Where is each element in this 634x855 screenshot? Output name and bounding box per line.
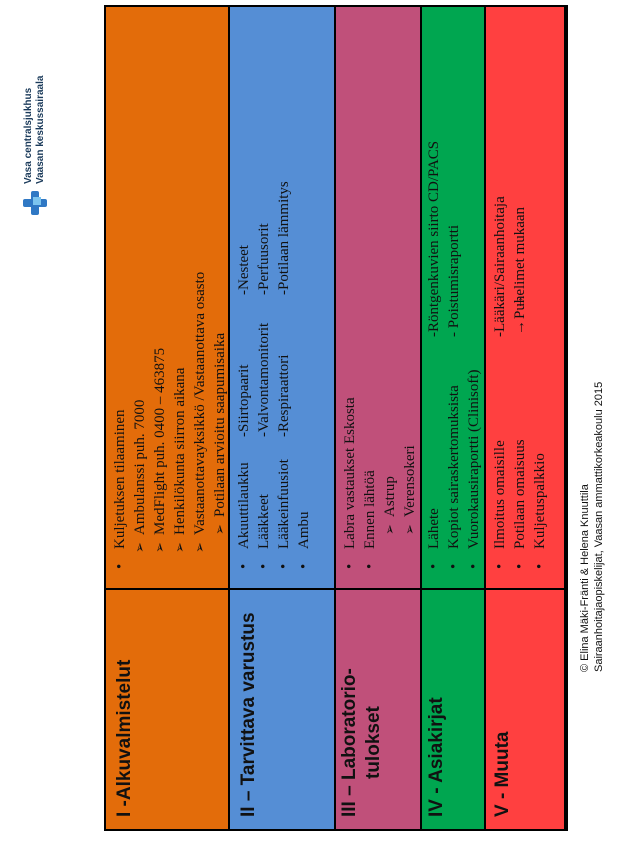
cross-logo-icon (22, 190, 48, 216)
logo-line-2: Vaasan keskussairaala (35, 75, 46, 184)
column-content (424, 141, 484, 573)
credit-line-2: Sairaanhoitajaopiskelijat, Vaasan ammattikorkeakoulu 2015 (593, 381, 605, 672)
arrow-right-icon: → → (512, 320, 528, 335)
item-list (110, 272, 230, 573)
list-item: -Siirtopaarit (236, 364, 252, 437)
column-laboratoriotulokset (336, 7, 422, 829)
item-list (424, 141, 484, 337)
column-muuta (486, 7, 566, 829)
item-list (490, 337, 550, 573)
list-item: • Ennen lähtöä (360, 397, 380, 573)
hospital-logo (13, 36, 57, 216)
item-list (424, 337, 484, 573)
list-item: • Vuorokausiraportti (Clinisoft) (464, 337, 484, 573)
list-item: -Valvontamonitorit (256, 322, 272, 437)
list-item: • Lääkeinfuusiot (274, 437, 294, 573)
credit-line-1: © Elina Mäki-Fränti & Helena Knuuttila (579, 484, 591, 672)
list-item: -Respiraattori (276, 354, 292, 437)
list-item-label: Puhelimet mukaan (512, 206, 528, 319)
list-item: • Ilmoitus omaisille (490, 337, 510, 573)
column-header (338, 668, 386, 817)
column-asiakirjat (422, 7, 486, 829)
list-item: - Poistumisraportti (446, 224, 462, 337)
item-list (234, 181, 314, 295)
list-item: • Lääkkeet (254, 437, 274, 573)
list-item: • Kuljetuksen tilaaminen (110, 272, 130, 573)
list-item: • Ambu (294, 437, 314, 573)
list-item (510, 196, 530, 337)
header-divider (106, 588, 566, 590)
list-item: -Potilaan lämmitys (276, 181, 292, 295)
column-alkuvalmistelut (106, 7, 230, 829)
list-item: -Lääkäri/Sairaanhoitaja (492, 196, 508, 337)
list-item: -Nesteet (236, 245, 252, 295)
item-list (234, 437, 314, 573)
item-list (340, 397, 420, 573)
column-content (234, 181, 314, 573)
list-item: ➢ Verensokeri (400, 397, 420, 573)
credit (578, 382, 606, 672)
header-line-1: III – Laboratorio- (339, 668, 360, 817)
list-item: ➢ Vastaanottavayksikkö /Vastaanottava osasto (190, 272, 210, 573)
item-list (490, 196, 550, 337)
column-tarvittava-varustus (230, 7, 336, 829)
item-list (234, 295, 314, 437)
column-header: I -Alkuvalmistelut (114, 659, 135, 817)
column-content (340, 397, 420, 573)
list-item: ➢ Henkilökunta siirron aikana (170, 272, 190, 573)
column-content (110, 272, 230, 573)
list-item: -Perfuusorit (256, 223, 272, 295)
list-item: ➢ Astrup (380, 397, 400, 573)
column-header: IV - Asiakirjat (426, 697, 447, 817)
header-line-2: tulokset (363, 706, 384, 779)
list-item: ➢ Potilaan arvioitu saapumisaika (210, 272, 230, 573)
list-item: ➢ Ambulanssi puh. 7000 (130, 272, 150, 573)
list-item: • Akuuttilaukku (234, 437, 254, 573)
checklist-table (104, 5, 568, 831)
column-content (490, 196, 550, 573)
list-item: • Lähete (424, 337, 444, 573)
list-item: ➢ MedFlight puh. 0400 – 463875 (150, 272, 170, 573)
column-header: II – Tarvittava varustus (238, 612, 259, 817)
logo-line-1: Vasa centralsjukhus (23, 87, 34, 184)
list-item: • Potilaan omaisuus (510, 337, 530, 573)
list-item: • Kopiot sairaskertomuksista (444, 337, 464, 573)
list-item: • Kuljetuspalkkio (530, 337, 550, 573)
column-header: V - Muuta (492, 731, 513, 817)
list-item: • Labra vastaukset Eskosta (340, 397, 360, 573)
list-item: -Röntgenkuvien siirto CD/PACS (426, 140, 442, 337)
